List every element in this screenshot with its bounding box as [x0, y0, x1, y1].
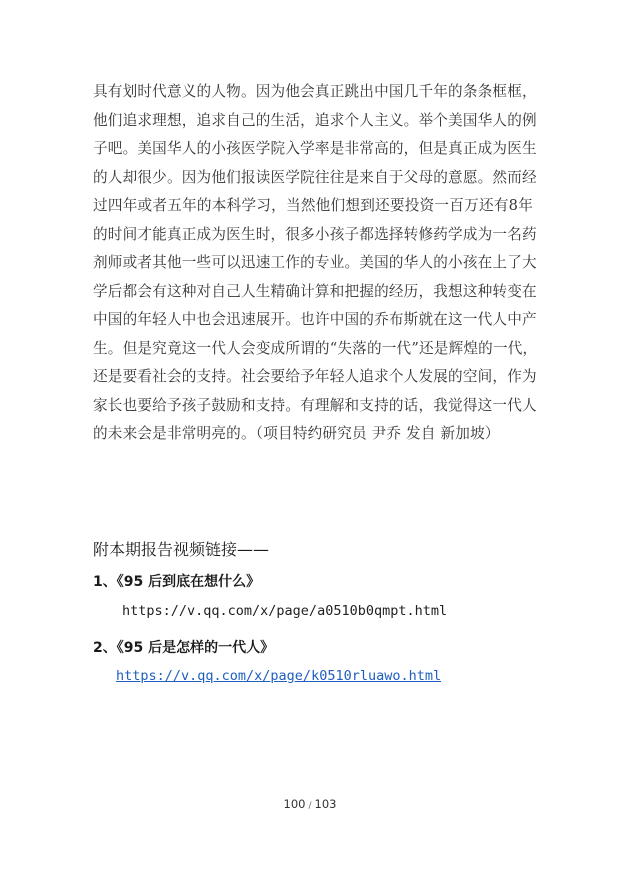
body-paragraph — [93, 78, 538, 449]
paragraph-line: 的时间才能真正成为医生时，很多小孩子都选择转修药学成为一名药 — [93, 225, 537, 243]
page-number — [0, 797, 620, 811]
paragraph-line: 的人却很少。因为他们报读医学院往往是来自于父母的意愿。然而经 — [93, 168, 537, 186]
paragraph-line: 中国的年轻人中也会迅速展开。也许中国的乔布斯就在这一代人中产 — [93, 311, 537, 328]
paragraph-line: 具有划时代意义的人物。因为他会真正跳出中国几千年的条条框框， — [93, 83, 537, 100]
paragraph-line: 还是要看社会的支持。社会要给予年轻人追求个人发展的空间，作为 — [93, 368, 537, 385]
paragraph-line: 子吧。美国华人的小孩医学院入学率是非常高的，但是真正成为医生 — [93, 140, 537, 157]
video-links-heading: 附本期报告视频链接—— — [93, 540, 270, 559]
page-separator: / — [308, 801, 312, 811]
paragraph-line: 家长也要给予孩子鼓励和支持。有理解和支持的话，我觉得这一代人 — [93, 396, 537, 414]
paragraph-line: 过四年或者五年的本科学习，当然他们想到还要投资一百万还有8年 — [93, 197, 533, 214]
video-hyperlink[interactable]: https://v.qq.com/x/page/k0510rluawo.html — [116, 668, 442, 684]
paragraph-line: 剂师或者其他一些可以迅速工作的专业。美国的华人的小孩在上了大 — [93, 254, 537, 271]
video-link-title: 1、《95 后到底在想什么》 — [93, 574, 261, 590]
total-page-count: 103 — [314, 797, 337, 811]
paragraph-line: 的未来会是非常明亮的。（项目特约研究员 尹乔 发自 新加坡） — [93, 425, 500, 442]
video-link-url: https://v.qq.com/x/page/a0510b0qmpt.html — [122, 603, 448, 619]
current-page-number: 100 — [283, 797, 306, 811]
paragraph-line: 学后都会有这种对自己人生精确计算和把握的经历，我想这种转变在 — [93, 282, 537, 300]
paragraph-line: 生。但是究竟这一代人会变成所谓的“失落的一代”还是辉煌的一代， — [93, 339, 538, 357]
paragraph-line: 他们追求理想，追求自己的生活，追求个人主义。举个美国华人的例 — [93, 111, 537, 129]
video-link-title: 2、《95 后是怎样的一代人》 — [93, 640, 275, 656]
